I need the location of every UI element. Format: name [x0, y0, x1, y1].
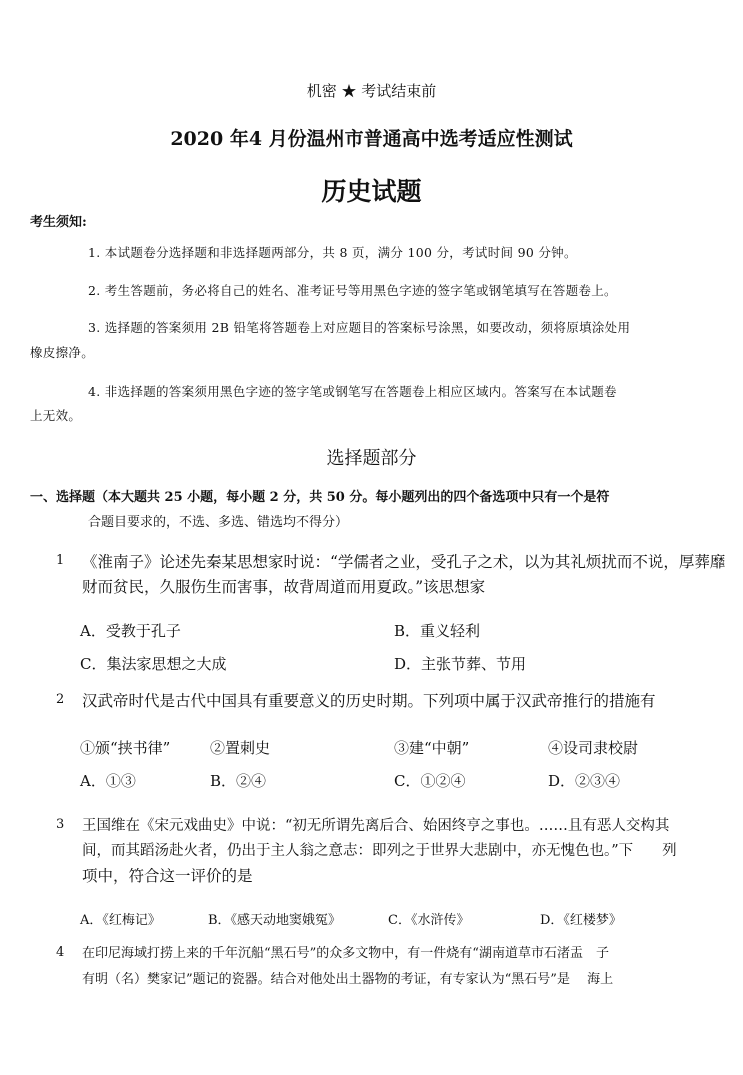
- option-a: A．《红梅记》: [80, 913, 161, 928]
- part-instructions-cont: 合题目要求的，不选、多选、错选均不得分）: [88, 515, 349, 530]
- section-title: 选择题部分: [326, 448, 417, 469]
- statement-4: ④设司隶校尉: [548, 739, 639, 757]
- option-c: C．①②④: [394, 772, 466, 790]
- question-3-text-cont: 间，而其蹈汤赴火者，仍出于主人翁之意志：即列之于世界大悲剧中，亦无愧色也。”下 列: [82, 843, 677, 859]
- question-number: 1: [56, 553, 65, 568]
- question-4-text-cont: 有明（名）樊家记”题记的瓷器。结合对他处出土器物的考证，有专家认为“黑石号”是 海上: [82, 972, 614, 987]
- statement-3: ③建“中朝”: [394, 739, 470, 757]
- option-a: A．①③: [80, 772, 136, 790]
- question-2-text: 汉武帝时代是古代中国具有重要意义的历史时期。下列项中属于汉武帝推行的措施有: [82, 692, 656, 710]
- statement-1: ①颁“挟书律”: [80, 739, 171, 757]
- option-d: D．《红楼梦》: [540, 913, 622, 928]
- option-b: B．《感天动地窦娥冤》: [208, 913, 342, 928]
- subject-title: 历史试题: [321, 177, 422, 206]
- question-number: 3: [56, 817, 65, 832]
- option-b: B．②④: [210, 772, 267, 790]
- option-c: C．集法家思想之大成: [80, 655, 227, 673]
- question-1-text-cont: 财而贫民，久服伤生而害事，故背周道而用夏政。”该思想家: [82, 578, 486, 596]
- question-3-text-cont2: 项中，符合这一评价的是: [82, 867, 253, 885]
- confidential-label: 机密 ★ 考试结束前: [306, 82, 437, 100]
- notice-item-4: 4. 非选择题的答案须用黑色字迹的签字笔或钢笔写在答题卷上相应区域内。答案写在本试题卷: [88, 384, 617, 399]
- question-number: 2: [56, 692, 65, 707]
- option-d: D．②③④: [548, 772, 621, 790]
- notice-item-1: 1. 本试题卷分选择题和非选择题两部分，共 8 页，满分 100 分，考试时间 90 分钟。: [88, 245, 577, 260]
- statement-2: ②置刺史: [210, 739, 271, 757]
- notice-item-3-cont: 橡皮擦净。: [30, 345, 95, 360]
- exam-title: 2020 年4 月份温州市普通高中选考适应性测试: [170, 128, 573, 150]
- question-1-text: 《淮南子》论述先秦某思想家时说：“学儒者之业，受孔子之术，以为其礼烦扰而不说，厚葬靡: [82, 553, 726, 571]
- question-4-text: 在印尼海域打捞上来的千年沉船“黑石号”的众多文物中，有一件烧有“湖南道草市石渚盂 子: [82, 946, 609, 961]
- option-b: B．重义轻利: [394, 622, 481, 640]
- notice-heading: 考生须知:: [30, 215, 87, 230]
- option-d: D．主张节葬、节用: [394, 655, 527, 673]
- notice-item-2: 2. 考生答题前，务必将自己的姓名、准考证号等用黑色字迹的签字笔或钢笔填写在答题卷上。: [88, 283, 617, 298]
- option-c: C．《水浒传》: [388, 913, 470, 928]
- notice-item-3: 3. 选择题的答案须用 2B 铅笔将答题卷上对应题目的答案标号涂黑，如要改动，须将原填涂处用: [88, 320, 631, 335]
- notice-item-4-cont: 上无效。: [30, 408, 82, 423]
- question-number: 4: [56, 945, 65, 960]
- part-instructions: 一、选择题（本大题共 25 小题，每小题 2 分，共 50 分。每小题列出的四个备选项中只有一个是符: [30, 490, 610, 505]
- option-a: A．受教于孔子: [80, 622, 181, 640]
- question-3-text: 王国维在《宋元戏曲史》中说：“初无所谓先离后合、始困终亨之事也。……且有恶人交构其: [82, 818, 670, 834]
